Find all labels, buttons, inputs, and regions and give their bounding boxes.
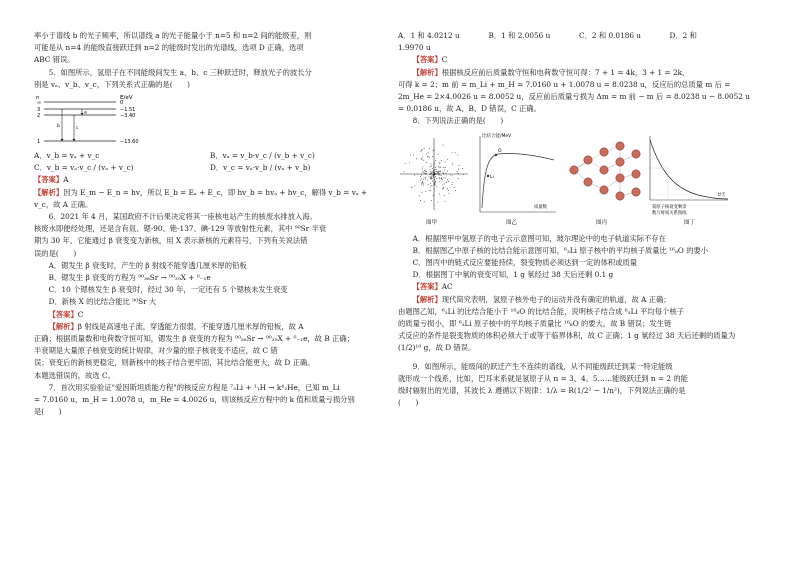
cloud-dot — [433, 176, 434, 177]
cloud-dot — [436, 178, 437, 179]
cloud-dot — [437, 172, 438, 173]
cloud-dot — [420, 200, 421, 201]
nucleus — [632, 169, 640, 177]
cloud-dot — [430, 182, 431, 183]
cloud-dot — [458, 172, 459, 173]
cloud-dot — [421, 174, 422, 175]
decay-note: 数与时间关系图线 — [652, 210, 687, 216]
nucleus — [584, 177, 592, 185]
cloud-dot — [431, 200, 432, 201]
cloud-dot — [442, 179, 443, 180]
q7-analysis-cont: = 0.0186 u，故 A、B、D 错误，C 正确。 — [398, 104, 541, 114]
nucleus — [616, 141, 624, 149]
cloud-dot — [422, 166, 423, 167]
cloud-dot — [414, 185, 415, 186]
cloud-dot — [439, 177, 440, 178]
cloud-dot — [421, 150, 422, 151]
cloud-dot — [422, 180, 423, 181]
cloud-dot — [458, 168, 459, 169]
cloud-dot — [412, 186, 413, 187]
cloud-dot — [421, 183, 422, 184]
q9-stem-cont: 就形成一个线系，比如，巴耳末系就是氢原子从 n = 3、4、5……能级跃迁到 n = 2 的能 — [398, 373, 688, 383]
q7-option-b: B．1 和 2.0056 u — [488, 31, 551, 40]
q7-analysis-cont: 可得 k = 2；m 前 = m_Li + m_H = 7.0160 u + 1.0078 u = 8.0238 u，反应后的总质量 m 后 = — [398, 79, 731, 89]
cloud-dot — [447, 158, 448, 159]
q6-option-d: D．新核 X 的比结合能比 ⁹⁰Sr 大 — [48, 297, 157, 307]
q8-figures — [398, 130, 760, 230]
cloud-dot — [430, 190, 431, 191]
cloud-dot — [424, 169, 425, 170]
cloud-dot — [422, 156, 423, 157]
q7-analysis — [398, 67, 760, 79]
cloud-dot — [431, 175, 432, 176]
caption-fig-b: 图乙 — [506, 219, 518, 226]
cloud-dot — [448, 190, 449, 191]
binding-x-label: 质量数 — [534, 204, 547, 210]
nucleus — [616, 173, 624, 181]
nucleus — [616, 157, 624, 165]
cloud-dot — [437, 201, 438, 202]
cloud-dot — [447, 179, 448, 180]
cloud-dot — [429, 147, 430, 148]
cloud-dot — [429, 176, 430, 177]
cloud-dot — [414, 174, 415, 175]
nucleus — [632, 187, 640, 195]
q7-options — [398, 30, 760, 42]
q8-answer — [398, 281, 760, 293]
cloud-dot — [438, 153, 439, 154]
cloud-dot — [421, 182, 422, 183]
cloud-dot — [444, 183, 445, 184]
cloud-dot — [435, 166, 436, 167]
q5-option-b: B．vₐ = v_b·v_c / (v_b + v_c) — [210, 151, 315, 161]
cloud-dot — [452, 164, 453, 165]
cloud-dot — [436, 171, 437, 172]
cloud-dot — [433, 150, 434, 151]
nucleus — [584, 155, 592, 163]
cloud-dot — [432, 180, 433, 181]
cloud-dot — [446, 175, 447, 176]
q5-option-d: D．v_c = vₐ·v_b / (vₐ + v_b) — [210, 163, 311, 173]
cloud-dot — [439, 178, 440, 179]
cloud-dot — [452, 184, 453, 185]
q9-stem: 9．如图所示，能级间的跃迁产生不连续的谱线，从不同能级跃迁到某一特定能级 — [412, 361, 673, 371]
nucleus — [632, 149, 640, 157]
answer-tag: 【答案】 — [34, 175, 64, 185]
q6-analysis — [34, 321, 386, 333]
q7-option-d-cont: 1.9970 u — [398, 43, 431, 53]
q8-analysis-cont: 式反应的条件是裂变物质的体积必须大于或等于临界体积，故 C 正确；1 g 氡经过 38 天后还剩的质量为 — [398, 331, 736, 341]
cloud-dot — [410, 154, 411, 155]
cloud-dot — [440, 170, 441, 171]
q7-stem-cont: = 7.0160 u，m_H = 1.0078 u，m_He = 4.0026 u，则该核反应方程中的 k 值和质量亏损分别 — [34, 395, 355, 405]
cloud-dot — [421, 159, 422, 160]
q5-stem: 5．如图所示，氢原子在不同能级间发生 a、b、c 三种跃迁时，释放光子的波长分 — [48, 67, 312, 77]
cloud-dot — [419, 195, 420, 196]
cloud-dot — [443, 171, 444, 172]
cloud-dot — [430, 169, 431, 170]
cloud-dot — [452, 175, 453, 176]
cloud-dot — [426, 153, 427, 154]
cloud-dot — [422, 149, 423, 150]
cloud-dot — [442, 184, 443, 185]
cloud-dot — [439, 181, 440, 182]
cloud-dot — [438, 166, 439, 167]
cloud-dot — [452, 151, 453, 152]
cloud-dot — [454, 187, 455, 188]
q6-stem-cont: 期为 30 年，它能通过 β 衰变变为新核，用 X 表示新核的元素符号，下列有关说法错 — [34, 236, 308, 246]
cloud-dot — [430, 163, 431, 164]
level-energy: −3.40 — [120, 113, 136, 120]
cloud-dot — [434, 184, 435, 185]
cloud-dot — [446, 182, 447, 183]
cloud-dot — [428, 184, 429, 185]
cloud-dot — [439, 193, 440, 194]
cloud-dot — [435, 160, 436, 161]
caption-fig-a: 图甲 — [426, 219, 438, 226]
cloud-dot — [458, 178, 459, 179]
cloud-dot — [432, 156, 433, 157]
cloud-dot — [452, 162, 453, 163]
cloud-dot — [422, 182, 423, 183]
cloud-dot — [424, 177, 425, 178]
cloud-dot — [429, 189, 430, 190]
cloud-dot — [448, 192, 449, 193]
answer-tag: 【答案】 — [412, 282, 442, 292]
q6-option-a: A．锶发生 β 衰变时，产生的 β 射线不能穿透几厘米厚的铅板 — [48, 260, 247, 270]
caption-fig-d: 图丁 — [684, 219, 696, 226]
cloud-dot — [425, 190, 426, 191]
cloud-dot — [432, 178, 433, 179]
nucleus — [570, 165, 578, 173]
cloud-dot — [424, 172, 425, 173]
q6-option-b: B．锶发生 β 衰变的方程为 ⁹⁰₃₈Sr → ⁹⁰₃₉X + ⁰₋₁e — [48, 273, 211, 283]
cloud-dot — [439, 163, 440, 164]
cloud-dot — [435, 182, 436, 183]
decay-note: 氡原子核衰变剩余 — [652, 204, 687, 210]
cloud-dot — [420, 151, 421, 152]
analysis-tag: 【解析】 — [48, 321, 78, 331]
cloud-dot — [411, 186, 412, 187]
analysis-tag: 【解析】 — [412, 67, 442, 77]
q6-stem-cont: 误的是( ) — [34, 248, 77, 258]
q7-option-d: D．2 和 — [669, 31, 697, 40]
nucleus — [600, 185, 608, 193]
q6-answer — [34, 309, 386, 321]
cloud-dot — [421, 178, 422, 179]
right-column — [398, 30, 760, 409]
cloud-dot — [435, 181, 436, 182]
left-column — [34, 30, 386, 418]
cloud-dot — [422, 171, 423, 172]
cloud-dot — [423, 171, 424, 172]
cloud-dot — [444, 195, 445, 196]
cloud-dot — [427, 156, 428, 157]
answer-value: AC — [441, 282, 453, 292]
cloud-dot — [439, 172, 440, 173]
nucleus — [600, 147, 608, 155]
caption-fig-c: 图丙 — [596, 219, 608, 226]
cloud-dot — [445, 161, 446, 162]
q5-answer — [34, 174, 386, 186]
cloud-dot — [448, 181, 449, 182]
cloud-dot — [443, 167, 444, 168]
cloud-dot — [423, 159, 424, 160]
analysis-tag: 【解析】 — [412, 294, 442, 304]
prev-analysis-line: ABC 错误。 — [34, 55, 75, 65]
cloud-dot — [432, 168, 433, 169]
energy-unit-label: E/eV — [120, 95, 133, 102]
cloud-dot — [421, 158, 422, 159]
cloud-dot — [424, 201, 425, 202]
decay-time-label: t/天 — [718, 192, 726, 198]
cloud-dot — [435, 176, 436, 177]
cloud-dot — [455, 152, 456, 153]
cloud-dot — [446, 181, 447, 182]
cloud-dot — [420, 179, 421, 180]
cloud-dot — [452, 181, 453, 182]
cloud-dot — [424, 148, 425, 149]
cloud-dot — [416, 158, 417, 159]
q8-option-b: B．根据图乙中原子核的比结合能示意图可知，⁶₃Li 原子核中的平均核子质量比 ¹⁶₈O 的要小 — [412, 245, 709, 255]
figure-electron-cloud — [400, 138, 468, 226]
cloud-dot — [445, 201, 446, 202]
level-n: 1 — [37, 139, 41, 146]
level-n: 2 — [37, 113, 41, 120]
cloud-dot — [430, 176, 431, 177]
cloud-dot — [439, 162, 440, 163]
level-energy: 0 — [120, 100, 124, 107]
q6-analysis-cont: 误；衰变后的新核更稳定，则新核中的核子结合更牢固，其比结合能更大，故 D 正确。 — [34, 358, 315, 368]
q8-option-a: A．根据图甲中氢原子的电子云示意图可知，玻尔理论中的电子轨道实际不存在 — [412, 233, 666, 243]
q8-analysis-cont: 由题图乙知，⁶₃Li 的比结合能小于 ¹⁶₈O 的比结合能，说明核子结合成 ⁶₃Li 平均每个核子 — [398, 306, 684, 316]
cloud-dot — [442, 188, 443, 189]
cloud-dot — [443, 144, 444, 145]
q8-stem: 8．下列说法正确的是( ) — [412, 116, 504, 126]
cloud-dot — [436, 186, 437, 187]
cloud-dot — [441, 160, 442, 161]
cloud-dot — [431, 165, 432, 166]
cloud-dot — [426, 162, 427, 163]
cloud-dot — [432, 171, 433, 172]
cloud-dot — [441, 175, 442, 176]
figure-radon-decay — [650, 136, 728, 226]
q6-option-c: C．10 个锶核发生 β 衰变时，经过 30 年，一定还有 5 个锶核未发生衰变 — [48, 285, 288, 295]
level-energy: −1.51 — [120, 107, 136, 114]
cloud-dot — [462, 168, 463, 169]
nucleus — [616, 191, 624, 199]
q8-analysis-cont: (1/2)¹⁰ g，故 D 错误。 — [398, 343, 476, 353]
q5-analysis — [34, 187, 386, 211]
cloud-dot — [431, 171, 432, 172]
cloud-dot — [425, 178, 426, 179]
cloud-dot — [430, 171, 431, 172]
arrow-label-a: a — [84, 110, 87, 116]
q5-stem-cont: 别是 vₐ、v_b、v_c，下列关系式正确的是( ) — [34, 79, 190, 89]
cloud-dot — [457, 171, 458, 172]
binding-axis-title: 比结合能/MeV — [482, 133, 512, 139]
cloud-dot — [434, 183, 435, 184]
energy-level-diagram — [34, 93, 154, 147]
q5-option-c: C．v_b = vₐ·v_c / (vₐ + v_c) — [34, 163, 134, 173]
prev-analysis-line: 可能是从 n=4 的能级直接跃迁到 n=2 的能级时发出的光谱线，选项 D 正确，选项 — [34, 43, 304, 53]
analysis-text: 现代简究表明，氢原子核外电子的运动并没有确定的轨道，故 A 正确； — [441, 294, 671, 304]
analysis-tag: 【解析】 — [34, 187, 64, 197]
answer-value: C — [77, 309, 84, 319]
cloud-dot — [436, 169, 437, 170]
q7-stem-cont: 是( ) — [34, 407, 62, 417]
cloud-dot — [440, 166, 441, 167]
cloud-dot — [435, 170, 436, 171]
cloud-dot — [413, 154, 414, 155]
answer-tag: 【答案】 — [48, 309, 78, 319]
cloud-dot — [446, 172, 447, 173]
cloud-dot — [427, 179, 428, 180]
cloud-dot — [430, 166, 431, 167]
analysis-text: 根据核反应前后质量数守恒和电荷数守恒可得：7 + 1 = 4k，3 + 1 = 2k， — [441, 67, 690, 77]
cloud-dot — [459, 165, 460, 166]
cloud-dot — [438, 171, 439, 172]
q7-answer — [398, 54, 760, 66]
figure-chain-reaction — [570, 141, 640, 225]
q7-option-a: A．1 和 4.0212 u — [398, 31, 460, 40]
q9-stem-cont: ( ) — [398, 398, 419, 408]
answer-value: A — [63, 175, 69, 185]
figure-binding-energy — [480, 132, 556, 226]
cloud-dot — [423, 179, 424, 180]
cloud-dot — [428, 152, 429, 153]
cloud-dot — [439, 174, 440, 175]
cloud-dot — [405, 163, 406, 164]
cloud-dot — [447, 188, 448, 189]
label-o: O — [498, 148, 502, 154]
cloud-dot — [409, 162, 410, 163]
cloud-dot — [421, 192, 422, 193]
label-li: Li — [490, 174, 494, 180]
cloud-dot — [440, 171, 441, 172]
cloud-dot — [443, 187, 444, 188]
cloud-dot — [425, 176, 426, 177]
cloud-dot — [431, 185, 432, 186]
cloud-dot — [431, 172, 432, 173]
cloud-dot — [444, 169, 445, 170]
q6-analysis-cont: 本题选错误的，故选 C。 — [34, 370, 115, 380]
q8-option-c: C．图丙中的链式反应要能持续，裂变物质必须达到一定的体积或质量 — [412, 258, 638, 268]
cloud-dot — [429, 156, 430, 157]
cloud-dot — [457, 154, 458, 155]
cloud-dot — [430, 185, 431, 186]
prev-analysis-line: 率小于谱线 b 的光子频率，所以谱线 a 的光子能量小于 n=5 和 n=2 间的能级差，则 — [34, 31, 312, 40]
q8-option-d: D．根据图丁中氡的衰变可知，1 g 氡经过 38 天后还剩 0.1 g — [412, 270, 614, 280]
cloud-dot — [443, 176, 444, 177]
cloud-dot — [434, 179, 435, 180]
cloud-dot — [438, 172, 439, 173]
q6-analysis-cont: 半衰期是大量原子核衰变的统计规律，对少量的原子核衰变不适应，故 C 错 — [34, 346, 278, 356]
analysis-text: 因为 E_m − E_n = hv，所以 E_b = Eₐ + E_c，即 hv_b = hvₐ + hv_c，解得 v_b = vₐ + v_c，故 A 正确。 — [34, 187, 368, 209]
n-axis-label: n — [36, 95, 40, 102]
cloud-dot — [450, 174, 451, 175]
q8-analysis-cont: 的质量亏损小，即 ⁶₃Li 原子核中的平均核子质量比 ¹⁶₈O 的要大，故 B 错误；发生链 — [398, 319, 672, 329]
analysis-text: β 射线是高速电子流，穿透能力很弱，不能穿透几厘米厚的铅板，故 A — [77, 321, 304, 331]
level-n: ∞ — [37, 100, 42, 107]
cloud-dot — [431, 178, 432, 179]
cloud-dot — [425, 170, 426, 171]
cloud-dot — [447, 170, 448, 171]
level-energy: −13.60 — [120, 139, 139, 146]
cloud-dot — [433, 195, 434, 196]
q6-stem: 6．2021 年 4 月，某国政府不计后果决定将其一座核电站产生的核废水排放入海。 — [48, 212, 317, 222]
cloud-dot — [404, 170, 405, 171]
cloud-dot — [441, 178, 442, 179]
answer-value: C — [441, 55, 448, 65]
arrow-label-c: c — [76, 126, 79, 132]
cloud-dot — [423, 183, 424, 184]
cloud-dot — [422, 168, 423, 169]
cloud-dot — [433, 175, 434, 176]
q6-analysis-cont: 正确；根据质量数和电荷数守恒可知，锶发生 β 衰变的方程为 ⁹⁰₃₈Sr → ⁹⁰₃₉X + ⁰₋₁e，故 B 正确； — [34, 334, 354, 344]
q8-analysis — [398, 294, 760, 306]
nucleus — [600, 165, 608, 173]
q5-option-a: A．v_b = vₐ + v_c — [34, 151, 100, 161]
q9-stem-cont: 级时辐射出的光谱，其波长 λ 遵循以下规律：1/λ = R(1/2² − 1/n²)，下列说法正确的是 — [398, 386, 686, 396]
arrow-label-b: b — [57, 124, 60, 130]
q5-options — [34, 150, 386, 174]
q7-stem: 7．首次用实验验证"爱因斯坦质能方程"的核反应方程是 ⁷₃Li + ¹₁H → k⁴₂He，已知 m_Li — [48, 382, 340, 392]
cloud-dot — [431, 176, 432, 177]
q7-option-c: C．2 和 0.0186 u — [579, 31, 642, 40]
cloud-dot — [420, 176, 421, 177]
answer-tag: 【答案】 — [412, 55, 442, 65]
level-n: 3 — [37, 107, 41, 114]
q6-stem-cont: 核废水即便经处理，还是含有氚、锶-90、铯-137、碘-129 等放射性元素，其中 ⁹⁰Sr 半衰 — [34, 224, 327, 234]
cloud-dot — [455, 190, 456, 191]
cloud-dot — [445, 177, 446, 178]
cloud-dot — [423, 184, 424, 185]
cloud-dot — [445, 166, 446, 167]
q7-analysis-cont: 2m_He = 2×4.0026 u = 8.0052 u，反应前后质量亏损为 Δm = m 前 − m 后 = 8.0238 u − 8.0052 u — [398, 92, 750, 102]
